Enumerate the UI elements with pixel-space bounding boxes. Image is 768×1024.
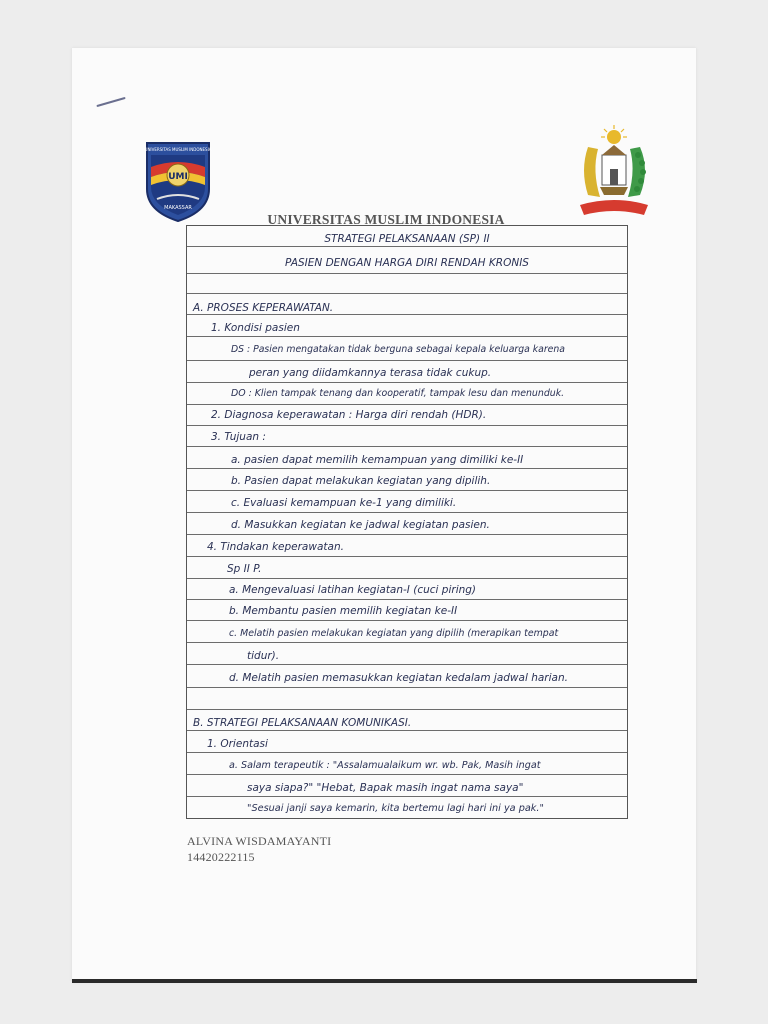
handwritten-line: d. Masukkan kegiatan ke jadwal kegiatan pasien. bbox=[231, 519, 490, 531]
ruled-line bbox=[187, 512, 627, 513]
university-title: UNIVERSITAS MUSLIM INDONESIA bbox=[267, 212, 505, 227]
ruled-line bbox=[187, 293, 627, 294]
ruled-line bbox=[187, 382, 627, 383]
ruled-line bbox=[187, 336, 627, 337]
handwritten-line: a. Mengevaluasi latihan kegiatan-I (cuci piring) bbox=[229, 584, 477, 596]
handwritten-line: DS : Pasien mengatakan tidak berguna sebagai kepala keluarga karena bbox=[231, 344, 565, 355]
handwritten-line: a. Salam terapeutik : "Assalamualaikum wr. wb. Pak, Masih ingat bbox=[229, 760, 541, 771]
ruled-line bbox=[187, 534, 627, 535]
handwritten-line: b. Pasien dapat melakukan kegiatan yang dipilih. bbox=[231, 475, 491, 487]
ruled-line bbox=[187, 599, 627, 600]
handwritten-line: d. Melatih pasien memasukkan kegiatan kedalam jadwal harian. bbox=[229, 672, 568, 684]
handwritten-line: B. STRATEGI PELAKSANAAN KOMUNIKASI. bbox=[193, 717, 412, 729]
ruled-line bbox=[187, 796, 627, 797]
handwritten-line: Sp II P. bbox=[227, 563, 262, 575]
ruled-line bbox=[187, 246, 627, 247]
handwritten-line: a. pasien dapat memilih kemampuan yang dimiliki ke-II bbox=[231, 454, 524, 466]
handwritten-line: tidur). bbox=[247, 650, 280, 662]
handwritten-line: 4. Tindakan keperawatan. bbox=[207, 541, 344, 553]
handwritten-line: 2. Diagnosa keperawatan : Harga diri rendah (HDR). bbox=[211, 409, 487, 421]
logo-left-monogram: UMI bbox=[168, 172, 188, 182]
sheet-title-2: PASIEN DENGAN HARGA DIRI RENDAH KRONIS bbox=[285, 257, 529, 269]
ruled-line bbox=[187, 446, 627, 447]
ruled-line bbox=[187, 620, 627, 621]
ruled-line bbox=[187, 578, 627, 579]
handwritten-line: DO : Klien tampak tenang dan kooperatif, tampak lesu dan menunduk. bbox=[231, 388, 565, 399]
logo-left-top-text: UNIVERSITAS MUSLIM INDONESIA bbox=[144, 147, 212, 152]
ruled-line bbox=[187, 468, 627, 469]
lined-sheet bbox=[186, 225, 628, 819]
handwritten-line: 1. Orientasi bbox=[207, 738, 268, 750]
ruled-line bbox=[187, 314, 627, 315]
handwritten-line: saya siapa?" "Hebat, Bapak masih ingat nama saya" bbox=[247, 782, 524, 794]
ruled-line bbox=[187, 642, 627, 643]
ruled-line bbox=[187, 425, 627, 426]
logo-left-bottom-text: MAKASSAR bbox=[164, 205, 192, 211]
ruled-line bbox=[187, 273, 627, 274]
student-id: 14420222115 bbox=[187, 850, 255, 864]
ruled-line bbox=[187, 730, 627, 731]
ruled-line bbox=[187, 360, 627, 361]
ruled-line bbox=[187, 687, 627, 688]
handwritten-line: 1. Kondisi pasien bbox=[211, 322, 300, 334]
ruled-line bbox=[187, 752, 627, 753]
ruled-line bbox=[187, 556, 627, 557]
handwritten-line: 3. Tujuan : bbox=[211, 431, 266, 443]
handwritten-line: c. Evaluasi kemampuan ke-1 yang dimiliki. bbox=[231, 497, 457, 509]
handwritten-line: b. Membantu pasien memilih kegiatan ke-II bbox=[229, 605, 458, 617]
ruled-line bbox=[187, 664, 627, 665]
sheet-title-1: STRATEGI PELAKSANAAN (SP) II bbox=[324, 233, 490, 245]
ruled-line bbox=[187, 490, 627, 491]
provincial-emblem-logo bbox=[574, 125, 654, 220]
ruled-line bbox=[187, 774, 627, 775]
ruled-line bbox=[187, 709, 627, 710]
scan-edge bbox=[72, 979, 697, 983]
handwritten-line: c. Melatih pasien melakukan kegiatan yang dipilih (merapikan tempat bbox=[229, 628, 559, 639]
handwritten-line: peran yang diidamkannya terasa tidak cukup. bbox=[249, 367, 492, 379]
author-name: ALVINA WISDAMAYANTI bbox=[187, 834, 332, 848]
handwritten-line: A. PROSES KEPERAWATAN. bbox=[193, 302, 334, 314]
umi-shield-logo bbox=[143, 137, 213, 223]
ruled-line bbox=[187, 404, 627, 405]
handwritten-line: "Sesuai janji saya kemarin, kita bertemu lagi hari ini ya pak." bbox=[247, 803, 544, 814]
